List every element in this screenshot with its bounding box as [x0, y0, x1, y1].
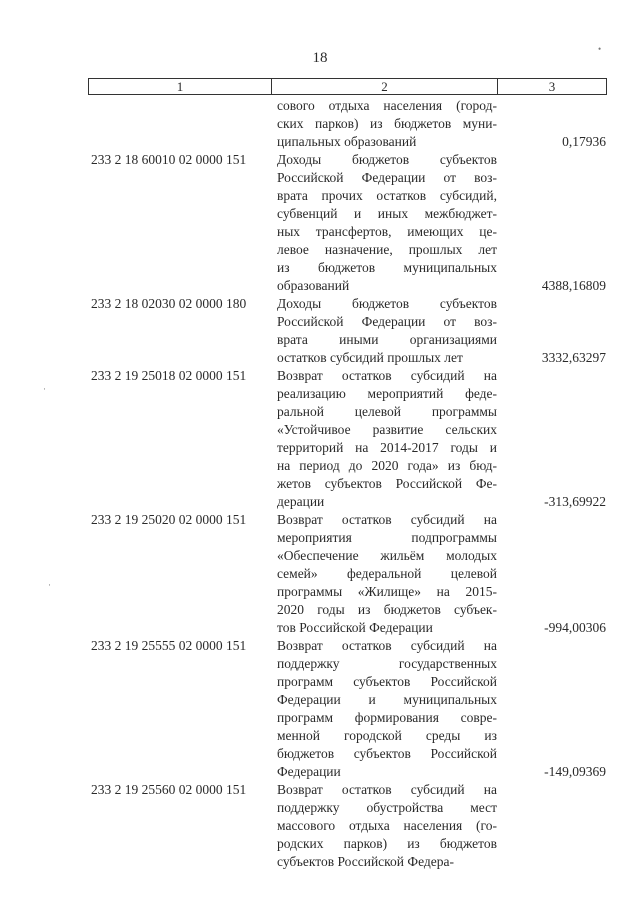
- description-line: программы «Жилище» на 2015-: [277, 584, 497, 599]
- table-row: [0, 367, 640, 511]
- description-line: менной городской среды из: [277, 728, 497, 743]
- description: [277, 637, 497, 781]
- description: [277, 781, 497, 871]
- description-line: Федерации и муниципальных: [277, 692, 497, 707]
- description-line: Доходы бюджетов субъектов: [277, 152, 497, 167]
- amount: -994,00306: [544, 620, 606, 635]
- description-line: из бюджетов муниципальных: [277, 260, 497, 275]
- description-line: субвенций и иных межбюджет-: [277, 206, 497, 221]
- description-line: «Обеспечение жильём молодых: [277, 548, 497, 563]
- table-row: [0, 781, 640, 871]
- description: [277, 151, 497, 295]
- description-line: образований: [277, 278, 350, 293]
- description-line: родских парков) из бюджетов: [277, 836, 497, 851]
- table-row: [0, 511, 640, 637]
- header-col-1: 1: [89, 79, 272, 94]
- amount: -313,69922: [544, 494, 606, 509]
- description-line: Возврат остатков субсидий на: [277, 782, 497, 797]
- table-header: [88, 78, 607, 95]
- description: [277, 367, 497, 511]
- table-row: [0, 295, 640, 367]
- amount: 3332,63297: [541, 350, 606, 365]
- description-line: Возврат остатков субсидий на: [277, 512, 497, 527]
- description-line: поддержку обустройства мест: [277, 800, 497, 815]
- description: [277, 97, 497, 151]
- description-line: программ формирования совре-: [277, 710, 497, 725]
- header-col-3: 3: [548, 79, 556, 94]
- description-line: тов Российской Федерации: [277, 620, 433, 635]
- description-line: реализацию мероприятий феде-: [277, 386, 497, 401]
- description-line: территорий на 2014-2017 годы и: [277, 440, 497, 455]
- description-line: ных трансфертов, имеющих це-: [277, 224, 497, 239]
- budget-code: 233 2 19 25018 02 0000 151: [91, 368, 247, 383]
- table-row: [0, 151, 640, 295]
- description-line: врата прочих остатков субсидий,: [277, 188, 497, 203]
- table-row: [0, 637, 640, 781]
- description: [277, 295, 497, 367]
- description-line: Российской Федерации от воз-: [277, 170, 497, 185]
- scan-mark: •: [598, 44, 602, 54]
- description-line: Возврат остатков субсидий на: [277, 368, 497, 383]
- description-line: ральной целевой программы: [277, 404, 497, 419]
- description-line: мероприятия подпрограммы: [277, 530, 497, 545]
- description-line: субъектов Российской Федера-: [277, 854, 454, 869]
- description-line: бюджетов субъектов Российской: [277, 746, 497, 761]
- table-body: [0, 97, 640, 871]
- budget-code: 233 2 18 02030 02 0000 180: [91, 296, 247, 311]
- description-line: ских парков) из бюджетов муни-: [277, 116, 497, 131]
- description-line: врата иными организациями: [277, 332, 497, 347]
- description-line: программ субъектов Российской: [277, 674, 497, 689]
- amount: 0,17936: [562, 134, 606, 149]
- description-line: левое назначение, прошлых лет: [277, 242, 497, 257]
- description-line: «Устойчивое развитие сельских: [277, 422, 497, 437]
- description-line: семей» федеральной целевой: [277, 566, 497, 581]
- description-line: сового отдыха населения (город-: [277, 98, 497, 113]
- description-line: Федерации: [277, 764, 341, 779]
- budget-code: 233 2 19 25020 02 0000 151: [91, 512, 247, 527]
- description-line: Возврат остатков субсидий на: [277, 638, 497, 653]
- budget-code: 233 2 19 25555 02 0000 151: [91, 638, 247, 653]
- description-line: 2020 годы из бюджетов субъек-: [277, 602, 497, 617]
- header-col-2: 2: [272, 79, 498, 94]
- scan-mark: ·: [48, 580, 51, 590]
- budget-code: 233 2 19 25560 02 0000 151: [91, 782, 247, 797]
- description-line: на период до 2020 года» из бюд-: [277, 458, 497, 473]
- description-line: жетов субъектов Российской Фе-: [277, 476, 497, 491]
- description-line: Доходы бюджетов субъектов: [277, 296, 497, 311]
- table-row: [0, 97, 640, 151]
- description-line: массового отдыха населения (го-: [277, 818, 497, 833]
- description-line: Российской Федерации от воз-: [277, 314, 497, 329]
- description-line: остатков субсидий прошлых лет: [277, 350, 463, 365]
- scan-mark: ·: [43, 384, 46, 394]
- budget-code: 233 2 18 60010 02 0000 151: [91, 152, 247, 167]
- description-line: дерации: [277, 494, 325, 509]
- description: [277, 511, 497, 637]
- amount: 4388,16809: [541, 278, 606, 293]
- page-number: 18: [312, 50, 328, 66]
- description-line: ципальных образований: [277, 134, 417, 149]
- amount: -149,09369: [544, 764, 606, 779]
- description-line: поддержку государственных: [277, 656, 497, 671]
